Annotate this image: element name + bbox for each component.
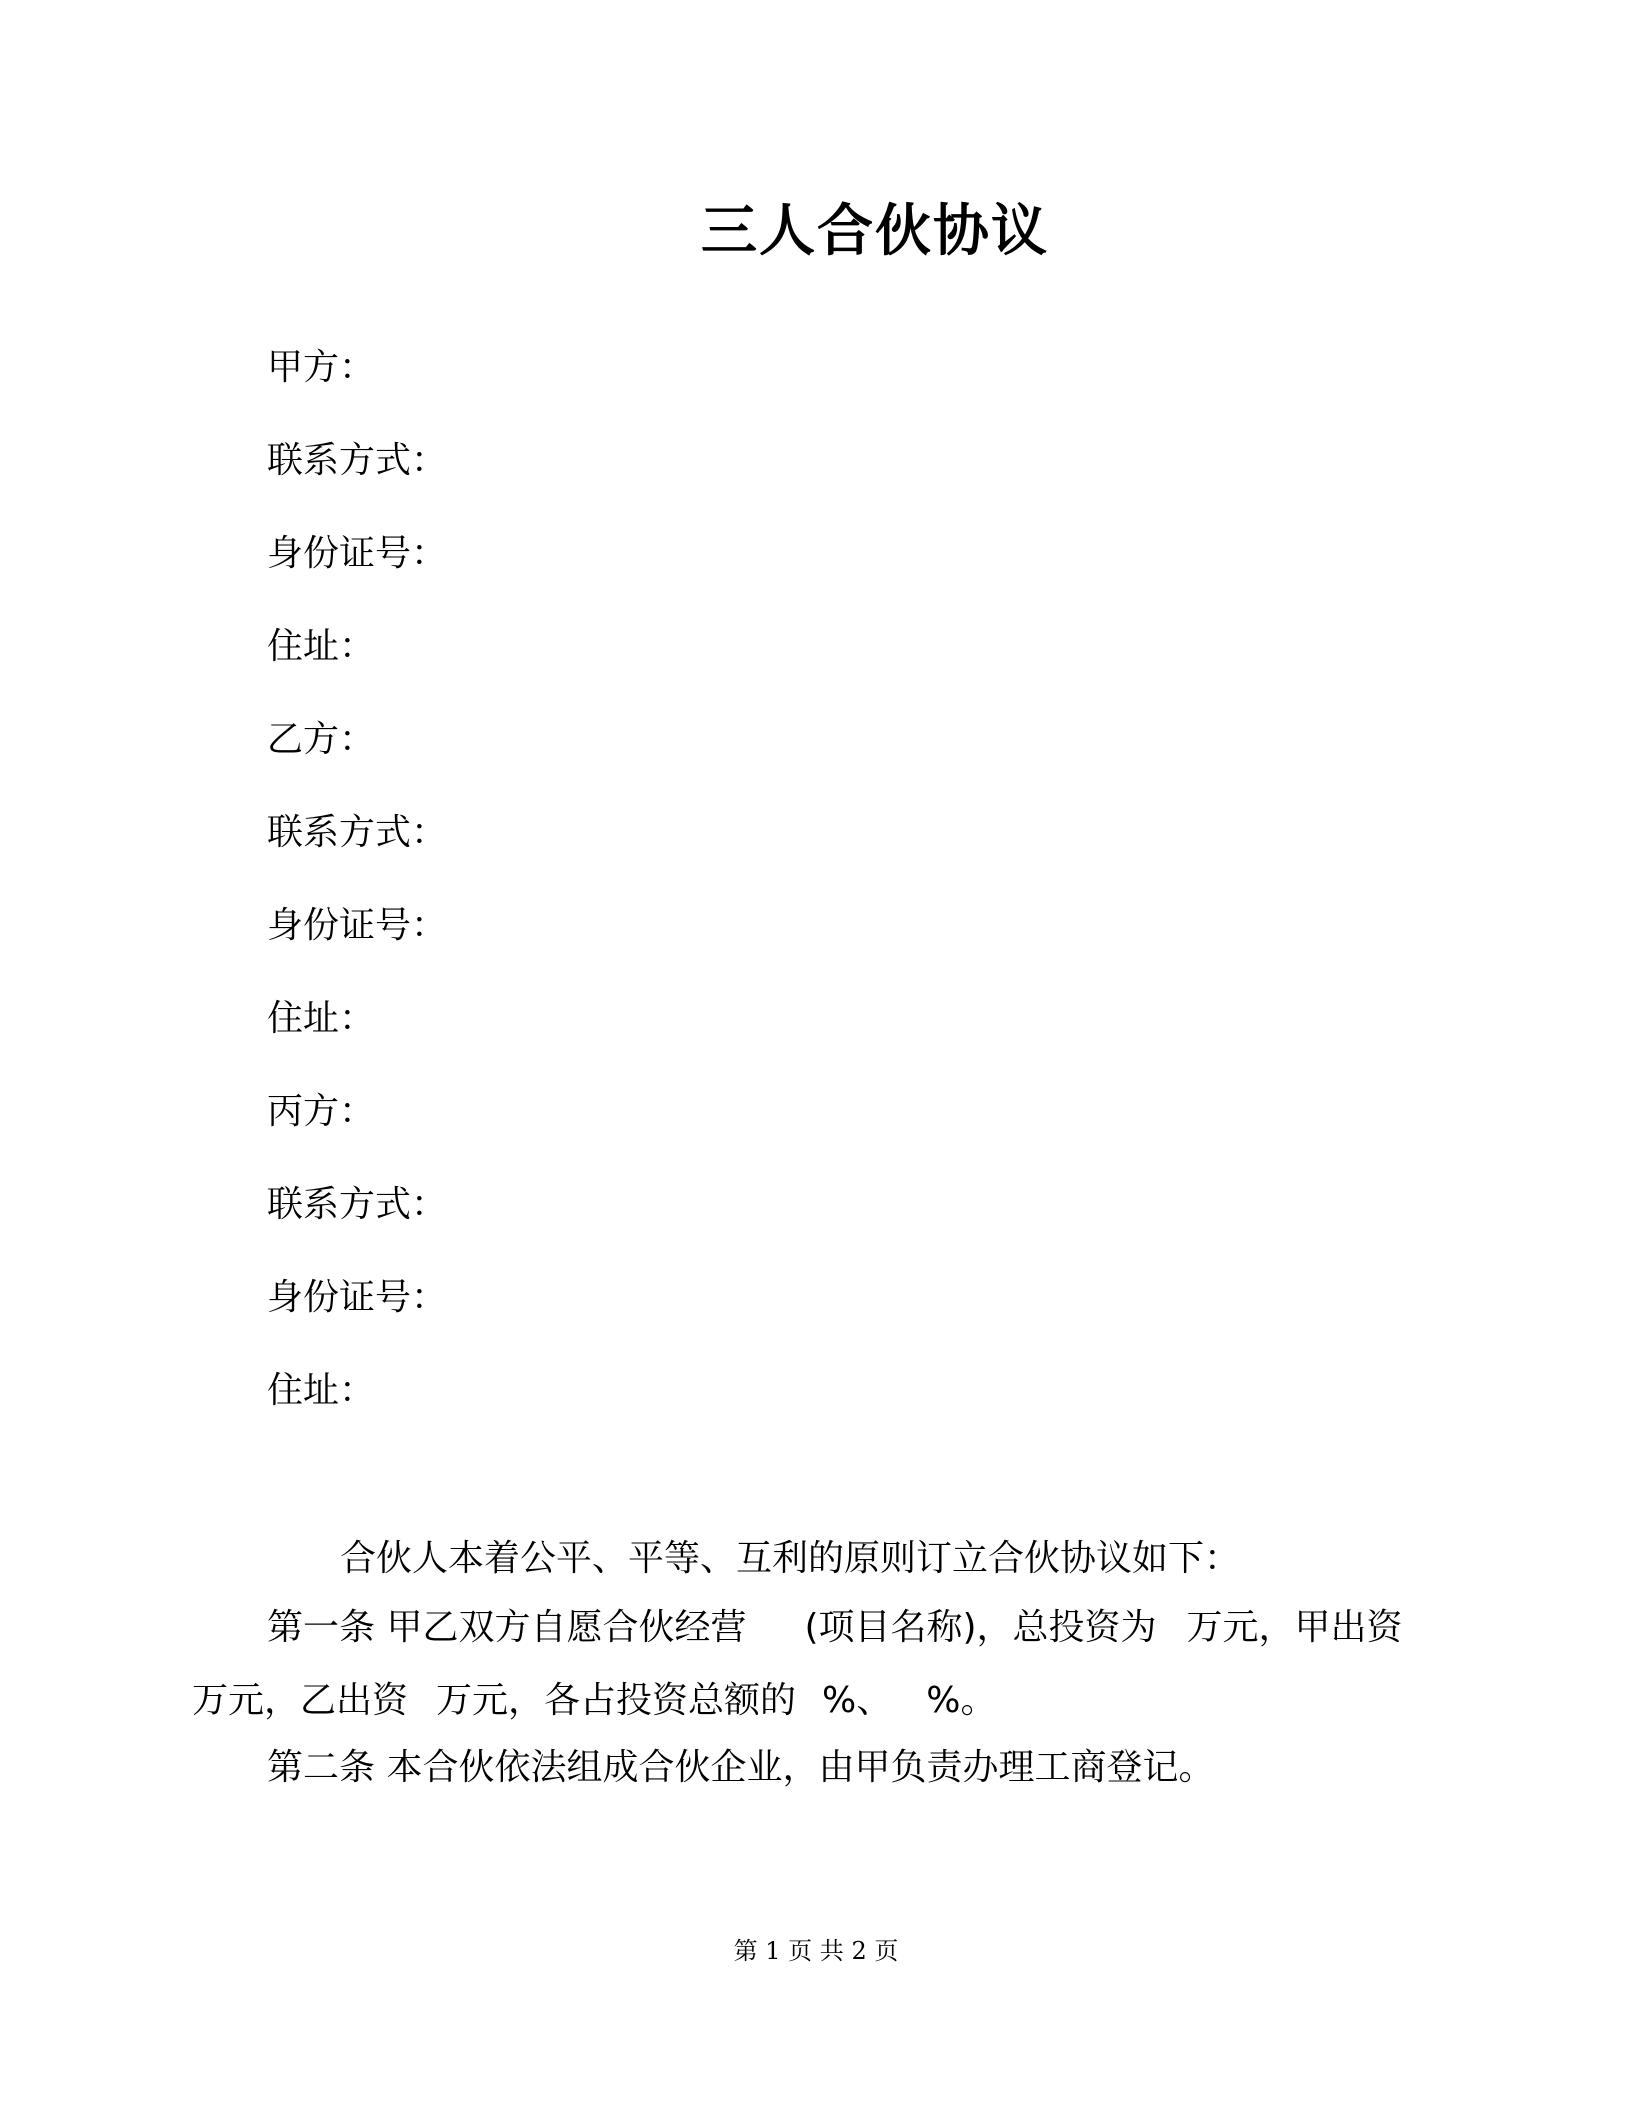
party-c-label: 丙方： [267,1091,376,1132]
party-b-label: 乙方： [267,719,376,760]
party-b-address-label: 住址： [267,998,376,1039]
party-a-contact-label: 联系方式： [267,440,448,481]
party-c-id-label: 身份证号： [267,1277,448,1318]
party-b-id-label: 身份证号： [267,905,448,946]
article-1-part-b: (项目名称)，总投资为 [804,1607,1157,1648]
party-b-contact-label: 联系方式： [267,812,448,853]
article-1-part-c: 万元，甲出资 [1186,1607,1403,1648]
article-1-line-2 [192,1678,996,1724]
article-1-part-a: 第一条 甲乙双方自愿合伙经营 [267,1607,747,1648]
intro-paragraph: 合伙人本着公平、平等、互利的原则订立合伙协议如下： [340,1538,1241,1579]
article-1-part-f: %、 [822,1680,893,1721]
article-1-line-1 [267,1605,1403,1651]
party-a-address-label: 住址： [267,626,376,667]
party-a-label: 甲方： [267,347,376,388]
party-a-id-label: 身份证号： [267,533,448,574]
article-2-paragraph: 第二条 本合伙依法组成合伙企业，由甲负责办理工商登记。 [267,1747,1215,1788]
party-c-contact-label: 联系方式： [267,1184,448,1225]
party-c-address-label: 住址： [267,1370,376,1411]
article-1-part-e: 万元，各占投资总额的 [436,1680,797,1721]
article-1-part-d: 万元，乙出资 [192,1680,409,1721]
document-title: 三人合伙协议 [701,199,1049,264]
page-footer: 第 1 页 共 2 页 [733,1937,899,1965]
article-1-part-g: %。 [926,1680,997,1721]
